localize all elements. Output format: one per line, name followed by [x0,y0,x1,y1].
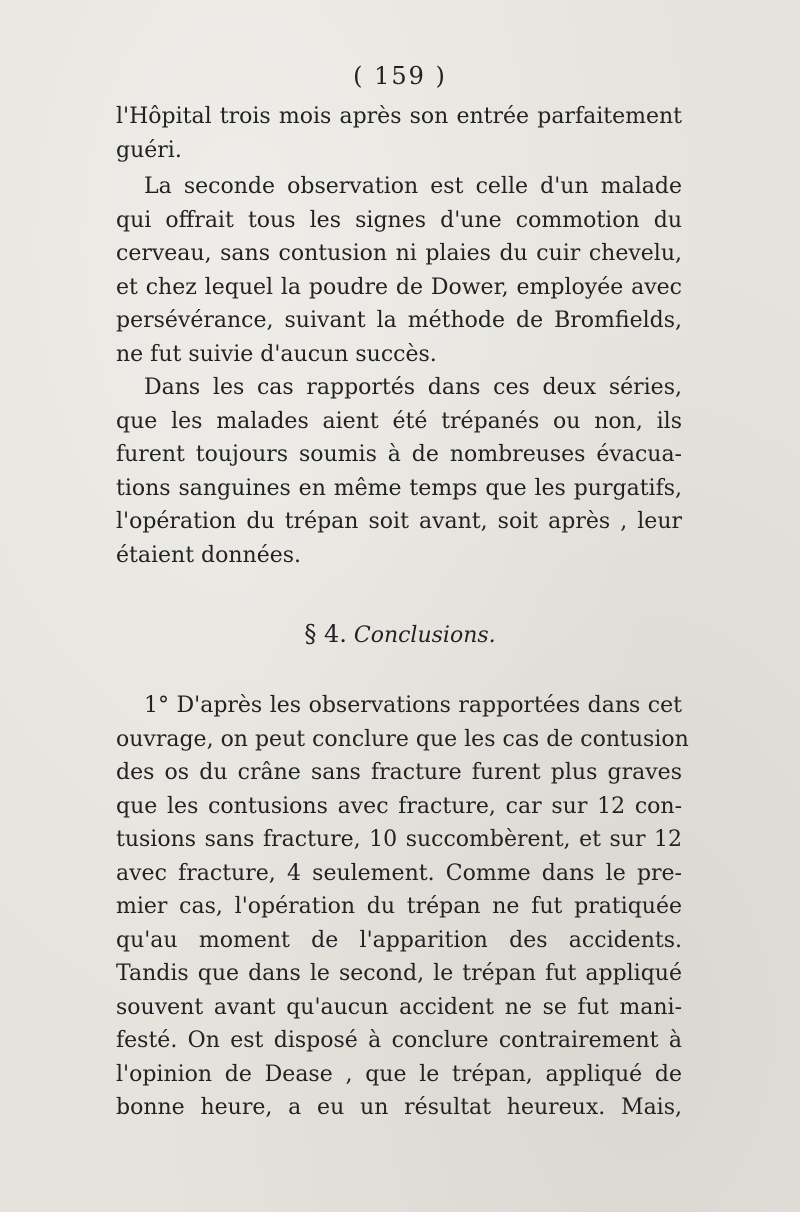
text-line: l'opération du trépan soit avant, soit après , leur [116,509,682,534]
text-line: des os du crâne sans fracture furent plus graves [116,760,682,785]
text-line: bonne heure, a eu un résultat heureux. Mais, [116,1095,682,1120]
text-line: guéri. [116,137,182,163]
text-line: avec fracture, 4 seulement. Comme dans le pre- [116,860,682,886]
paragraph-continuation [116,100,682,167]
text-line: Tandis que dans le second, le trépan fut appliqué [116,961,682,986]
text-line: l'Hôpital trois mois après son entrée parfaitement [116,104,682,129]
text-line: tions sanguines en même temps que les purgatifs, [116,475,682,501]
text-line: ne fut suivie d'aucun succès. [116,341,437,367]
text-line: souvent avant qu'aucun accident ne se fut mani- [116,994,682,1020]
section-number: § 4. [304,620,347,648]
paragraph-series-summary [116,371,682,572]
section-title: Conclusions. [353,623,496,648]
text-line: et chez lequel la poudre de Dower, employée avec [116,274,682,300]
text-line: 1° D'après les observations rapportées dans cet [144,693,682,718]
text-line: que les malades aient été trépanés ou non, ils [116,408,682,434]
text-line: cerveau, sans contusion ni plaies du cuir chevelu, [116,241,682,266]
text-line: que les contusions avec fracture, car sur 12 con- [116,793,682,819]
paragraph-second-observation [116,170,682,371]
text-line: étaient données. [116,542,302,568]
text-line: ouvrage, on peut conclure que les cas de contusion [116,726,689,752]
text-line: festé. On est disposé à conclure contrairement à [116,1028,682,1053]
text-line: l'opinion de Dease , que le trépan, appliqué de [116,1061,682,1087]
page-number: ( 159 ) [353,62,447,90]
text-line: qui offrait tous les signes d'une commotion du [116,207,682,233]
text-line: furent toujours soumis à de nombreuses évacua- [116,442,682,467]
paragraph-conclusion [116,689,689,1125]
text-line: tusions sans fracture, 10 succombèrent, et sur 12 [116,827,682,852]
text-line: qu'au moment de l'apparition des accidents. [116,927,682,953]
text-line: Dans les cas rapportés dans ces deux séries, [144,375,682,400]
text-line: persévérance, suivant la méthode de Bromfields, [116,308,682,333]
text-line: mier cas, l'opération du trépan ne fut pratiquée [116,894,682,919]
section-heading [0,620,800,648]
text-line: La seconde observation est celle d'un malade [144,174,682,199]
